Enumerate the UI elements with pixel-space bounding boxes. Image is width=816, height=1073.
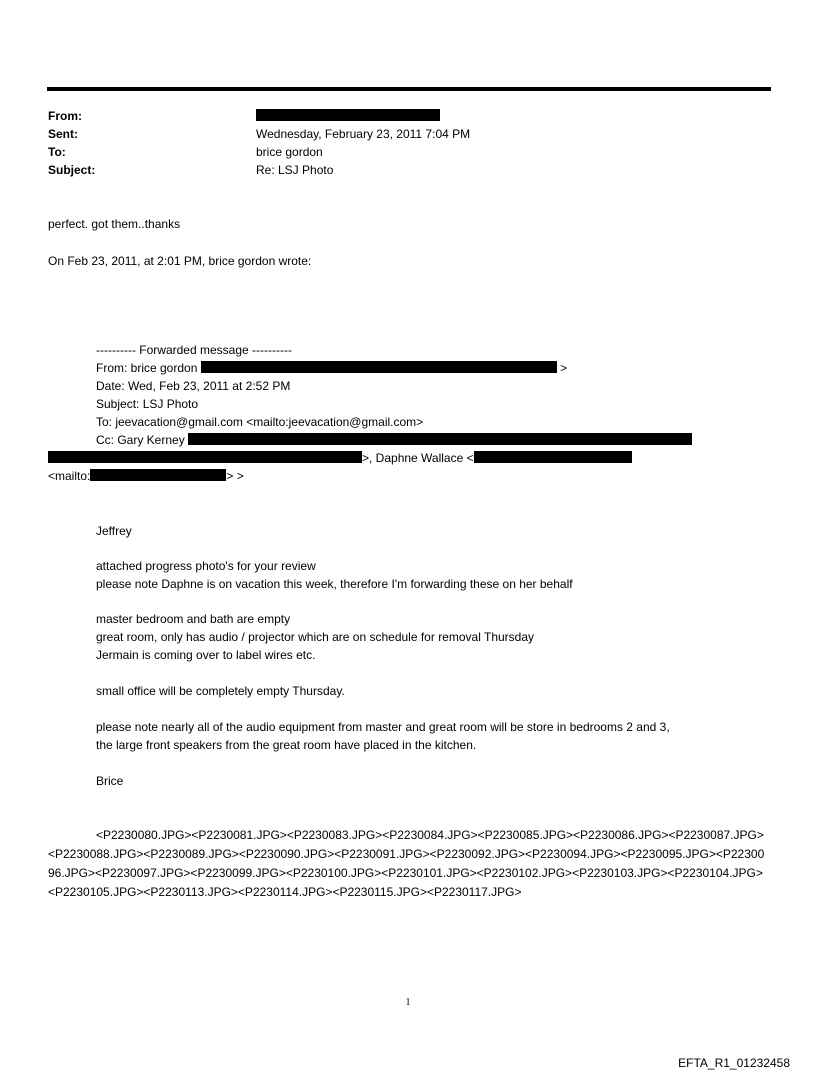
greeting: Jeffrey xyxy=(96,524,132,538)
cc-daphne-text: >, Daphne Wallace < xyxy=(362,451,474,465)
sent-label: Sent: xyxy=(48,127,78,141)
subject-row xyxy=(48,161,748,179)
fwd-date: Date: Wed, Feb 23, 2011 at 2:52 PM xyxy=(96,379,291,393)
paragraph-2-line-2: great room, only has audio / projector which are on schedule for removal Thursday xyxy=(96,630,535,644)
subject-value: Re: LSJ Photo xyxy=(256,163,334,177)
quote-intro: On Feb 23, 2011, at 2:01 PM, brice gordon wrote: xyxy=(48,254,312,268)
fwd-to: To: jeevacation@gmail.com <mailto:jeevacation@gmail.com> xyxy=(96,415,424,429)
subject-label: Subject: xyxy=(48,163,96,177)
fwd-cc-continuation xyxy=(48,449,632,467)
redaction-bar xyxy=(48,451,362,463)
reply-text: perfect. got them..thanks xyxy=(48,217,181,231)
document-id: EFTA_R1_01232458 xyxy=(678,1056,790,1070)
mailto-start: <mailto: xyxy=(48,469,91,483)
from-label: From: xyxy=(48,109,82,123)
redaction-bar xyxy=(90,469,226,481)
to-value: brice gordon xyxy=(256,145,323,159)
redaction-bar xyxy=(201,361,557,373)
header-rule xyxy=(47,87,771,91)
fwd-from-text: From: brice gordon xyxy=(96,361,198,375)
paragraph-2-line-1: master bedroom and bath are empty xyxy=(96,612,291,626)
paragraph-1-line-2: please note Daphne is on vacation this week, therefore I'm forwarding these on her behalf xyxy=(96,577,573,591)
mailto-line xyxy=(48,467,244,485)
signoff: Brice xyxy=(96,774,124,788)
sent-row xyxy=(48,125,748,143)
redaction-bar xyxy=(256,109,440,121)
mailto-end: > > xyxy=(226,469,244,483)
sent-value: Wednesday, February 23, 2011 7:04 PM xyxy=(256,127,471,141)
paragraph-1-line-1: attached progress photo's for your review xyxy=(96,559,316,573)
attachment-list: <P2230080.JPG><P2230081.JPG><P2230083.JPG><P2230084.JPG><P2230085.JPG><P2230086.JPG><P2230087.JPG><P2230088.JPG><P2230089.JPG><P2230090.JPG><P2230091.JPG><P2230092.JPG><P2230094.JPG><P2230095.JPG><P2230096.JPG><P2230097.JPG><P2230099.JPG><P2230100.JPG><P2230101.JPG><P2230102.JPG><P2230103.JPG><P2230104.JPG><P2230105.JPG><P2230113.JPG><P2230114.JPG><P2230115.JPG><P2230117.JPG> xyxy=(48,828,765,899)
fwd-from-tail: > xyxy=(560,361,568,375)
from-value xyxy=(256,107,440,125)
to-label: To: xyxy=(48,145,66,159)
paragraph-4-line-1: please note nearly all of the audio equipment from master and great room will be store in bedrooms 2 and 3, xyxy=(96,720,670,734)
to-row xyxy=(48,143,748,161)
page-number: 1 xyxy=(405,997,411,1008)
paragraph-3: small office will be completely empty Thursday. xyxy=(96,684,345,698)
fwd-cc-text: Cc: Gary Kerney xyxy=(96,433,185,447)
paragraph-2-line-3: Jermain is coming over to label wires etc. xyxy=(96,648,316,662)
redaction-bar xyxy=(474,451,632,463)
from-row xyxy=(48,107,748,125)
fwd-cc-line xyxy=(96,431,692,449)
redaction-bar xyxy=(188,433,692,445)
fwd-subject: Subject: LSJ Photo xyxy=(96,397,199,411)
forwarded-marker: ---------- Forwarded message ---------- xyxy=(96,343,292,357)
paragraph-4-line-2: the large front speakers from the great room have placed in the kitchen. xyxy=(96,738,477,752)
fwd-from-line xyxy=(96,359,567,377)
